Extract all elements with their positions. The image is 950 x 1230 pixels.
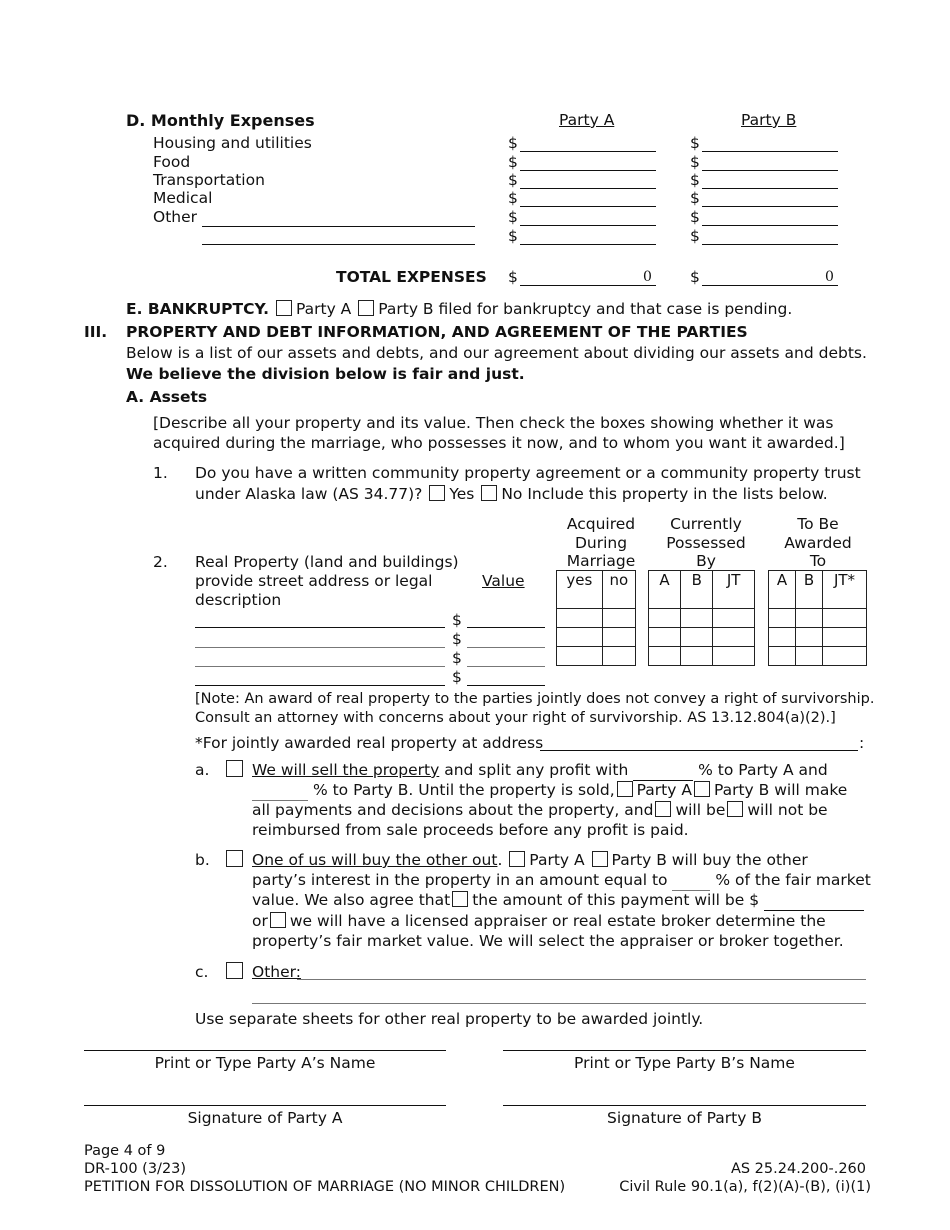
grid-cell[interactable] [796,647,823,666]
party-b-signature-field[interactable] [503,1105,866,1106]
other-expense-field-1[interactable] [202,226,475,227]
option-b-or: or [252,912,268,930]
grid-cell[interactable] [649,647,681,666]
total-expenses-label: TOTAL EXPENSES [336,268,487,286]
buyout-party-a-checkbox[interactable] [509,851,525,867]
jt-column-header: JT [713,571,755,609]
option-a-line1 [252,761,828,781]
sell-party-b-label: Party B will make [713,781,848,799]
payment-amount-checkbox[interactable] [452,891,468,907]
grid-cell[interactable] [602,609,635,628]
q1-no-label: No [501,485,523,503]
party-b-header: Party B [741,111,797,129]
party-b-other-field-2[interactable] [702,244,838,245]
party-b-medical-field[interactable] [702,206,838,207]
realprop-label-3: description [195,591,282,609]
expenses-heading: D. Monthly Expenses [126,111,315,130]
property-address-field-3[interactable] [195,666,445,667]
currency-sign: $ [508,153,518,171]
property-value-field-3[interactable] [467,666,545,667]
grid-cell[interactable] [796,609,823,628]
property-address-field-1[interactable] [195,627,445,628]
total-b-field[interactable] [702,285,838,286]
party-a-other-field-1[interactable] [520,225,656,226]
currency-sign: $ [452,611,462,629]
party-a-medical-field[interactable] [520,206,656,207]
option-a-line2-text: % to Party B. Until the property is sold, [312,781,615,799]
grid-cell[interactable] [557,628,603,647]
expense-medical-label: Medical [153,189,213,207]
bankruptcy-party-a-label: Party A [295,300,352,318]
will-be-label: will be [675,801,726,819]
currency-sign: $ [452,649,462,667]
section-title: PROPERTY AND DEBT INFORMATION, AND AGREEMENT OF THE PARTIES [126,323,748,341]
acquired-header [554,515,648,571]
possessed-header [652,515,760,571]
party-b-housing-field[interactable] [702,151,838,152]
party-b-transportation-field[interactable] [702,188,838,189]
jt-star-column-header: JT* [823,571,867,609]
q1-number: 1. [153,464,168,482]
assets-instructions-2: acquired during the marriage, who possesses it now, and to whom you want it awarded.] [153,434,845,452]
option-b-line5: property’s fair market value. We will select the appraiser or broker together. [252,932,844,950]
party-a-percent-field[interactable] [633,761,693,781]
payment-amount-field[interactable] [764,891,864,911]
grid-cell[interactable] [649,609,681,628]
section-number: III. [84,323,108,341]
expense-transportation-label: Transportation [153,171,265,189]
currency-sign: $ [508,268,518,286]
total-a-value: 0 [643,269,652,285]
q1-line2 [195,485,828,504]
separate-sheets-note: Use separate sheets for other real property to be awarded jointly. [195,1010,704,1028]
grid-cell[interactable] [823,609,867,628]
party-a-transportation-field[interactable] [520,188,656,189]
option-a-line4: reimbursed from sale proceeds before any profit is paid. [252,821,689,839]
assets-heading: A. Assets [126,388,208,406]
party-b-food-field[interactable] [702,170,838,171]
bankruptcy-line [126,300,792,319]
joint-address-colon: : [859,734,865,752]
payment-amount-label: the amount of this payment will be $ [472,891,760,909]
a-column-header: A [649,571,681,609]
grid-cell[interactable] [769,628,796,647]
option-b-line2 [252,871,871,891]
expense-housing-label: Housing and utilities [153,134,312,152]
other-label: Other: [252,963,301,981]
option-a-line1-end: % to Party A and [698,761,828,779]
party-b-name-field[interactable] [503,1050,866,1051]
currency-sign: $ [508,171,518,189]
buyout-label: One of us will buy the other out [252,851,498,869]
currency-sign: $ [690,227,700,245]
possessed-header-3: By [696,552,716,571]
option-a-line3 [252,801,828,820]
acquired-header-3: Marriage [566,552,636,571]
awarded-header [770,515,866,571]
other-expense-field-2[interactable] [202,244,475,245]
assets-instructions-1: [Describe all your property and its value. Then check the boxes showing whether it was [153,414,834,432]
print-party-b-label: Print or Type Party B’s Name [574,1054,795,1072]
a-column-header: A [769,571,796,609]
grid-cell[interactable] [769,609,796,628]
awarded-header-2: Awarded [784,533,852,552]
party-a-header: Party A [559,111,615,129]
page-number: Page 4 of 9 [84,1143,166,1159]
currency-sign: $ [452,630,462,648]
party-b-percent-field[interactable] [252,781,308,801]
fair-market-percent-field[interactable] [672,871,710,891]
sell-property-label: We will sell the property [252,761,440,779]
currency-sign: $ [508,189,518,207]
expense-other-label: Other [153,208,198,226]
q1-question: under Alaska law (AS 34.77)? [195,485,423,503]
grid-cell[interactable] [713,628,755,647]
property-address-field-4[interactable] [195,685,445,686]
grid-cell[interactable] [681,628,713,647]
option-c-checkbox[interactable] [226,962,243,979]
sell-party-a-checkbox[interactable] [617,781,633,797]
bankruptcy-label: E. BANKRUPTCY. [126,300,270,318]
option-b-line2-end: % of the fair market [715,871,871,889]
realprop-label-1: Real Property (land and buildings) [195,553,459,571]
option-a-line3-text: all payments and decisions about the property, and [252,801,654,819]
acquired-header-1: Acquired [566,515,636,533]
bankruptcy-party-b-label: Party B filed for bankruptcy and that case is pending. [378,300,793,318]
option-b-line1: One of us will buy the other out. Party A Party B will buy the other [252,851,808,869]
yes-column-header: yes [557,571,603,609]
signature-party-a-label: Signature of Party A [187,1109,343,1127]
party-a-signature-field[interactable] [84,1105,446,1106]
q1-yes-checkbox[interactable] [429,485,445,501]
signature-party-b-label: Signature of Party B [607,1109,762,1127]
buyout-party-a-label: Party A [529,851,585,869]
option-a-letter: a. [195,761,210,779]
awarded-grid [768,570,867,666]
currency-sign: $ [690,134,700,152]
grid-cell[interactable] [713,609,755,628]
currency-sign: $ [690,189,700,207]
currency-sign: $ [508,208,518,226]
grid-cell[interactable] [602,647,635,666]
q1-no-checkbox[interactable] [481,485,497,501]
option-b-line3-text: value. We also agree that [252,891,451,909]
joint-address-label: *For jointly awarded real property at address [195,734,544,752]
no-column-header: no [602,571,635,609]
note-line-2: Consult an attorney with concerns about your right of survivorship. AS 13.12.804(a)(2).] [195,710,836,726]
property-value-field-2[interactable] [467,647,545,648]
joint-address-field[interactable] [540,750,858,751]
party-a-name-field[interactable] [84,1050,446,1051]
awarded-header-1: To Be [797,515,839,533]
buyout-party-b-checkbox[interactable] [592,851,608,867]
party-a-housing-field[interactable] [520,151,656,152]
bankruptcy-party-a-checkbox[interactable] [276,300,292,316]
currency-sign: $ [452,668,462,686]
sell-party-a-label: Party A [636,781,692,799]
grid-cell[interactable] [713,647,755,666]
acquired-header-2: During [574,533,628,552]
bankruptcy-party-b-checkbox[interactable] [358,300,374,316]
q1-yes-label: Yes [449,485,475,503]
other-field-2[interactable] [252,1003,866,1004]
print-party-a-label: Print or Type Party A’s Name [154,1054,376,1072]
grid-cell[interactable] [681,609,713,628]
grid-cell[interactable] [681,647,713,666]
property-value-field-4[interactable] [467,685,545,686]
b-column-header: B [796,571,823,609]
will-be-checkbox[interactable] [655,801,671,817]
currency-sign: $ [508,227,518,245]
option-b-line3 [252,891,864,911]
buyout-party-b-label: Party B will buy the other [611,851,808,869]
form-number: DR-100 (3/23) [84,1161,187,1177]
expense-food-label: Food [153,153,191,171]
option-b-line2-text: party’s interest in the property in an amount equal to [252,871,668,889]
realprop-number: 2. [153,553,168,571]
property-address-field-2[interactable] [195,647,445,648]
section-belief: We believe the division below is fair and just. [126,365,525,383]
realprop-label-2: provide street address or legal [195,572,433,590]
grid-cell[interactable] [557,609,603,628]
grid-cell[interactable] [823,628,867,647]
grid-cell[interactable] [557,647,603,666]
form-title: PETITION FOR DISSOLUTION OF MARRIAGE (NO MINOR CHILDREN) [84,1179,566,1195]
q1-tail: Include this property in the lists below. [527,485,828,503]
option-b-letter: b. [195,851,210,869]
party-a-other-field-2[interactable] [520,244,656,245]
appraiser-label: we will have a licensed appraiser or real estate broker determine the [289,912,826,930]
total-a-field[interactable] [520,285,656,286]
currency-sign: $ [690,208,700,226]
currency-sign: $ [690,153,700,171]
value-header: Value [482,572,525,590]
option-c-letter: c. [195,963,209,981]
property-value-field-1[interactable] [467,627,545,628]
will-not-be-checkbox[interactable] [727,801,743,817]
other-field-1[interactable] [297,979,866,980]
appraiser-checkbox[interactable] [270,912,286,928]
currency-sign: $ [690,268,700,286]
grid-cell[interactable] [796,628,823,647]
party-a-food-field[interactable] [520,170,656,171]
grid-cell[interactable] [823,647,867,666]
currency-sign: $ [508,134,518,152]
possessed-grid [648,570,755,666]
possessed-header-1: Currently [670,515,742,533]
option-a-line1-text: and split any profit with [444,761,629,779]
sell-party-b-checkbox[interactable] [694,781,710,797]
option-b-checkbox[interactable] [226,850,243,867]
will-not-be-label: will not be [747,801,828,819]
grid-cell[interactable] [769,647,796,666]
note-line-1: [Note: An award of real property to the parties jointly does not convey a right of survivorship. [195,691,875,707]
awarded-header-3: To [809,552,827,571]
option-a-line2 [252,781,847,801]
section-intro: Below is a list of our assets and debts, and our agreement about dividing our assets and debts. [126,344,867,362]
option-b-line4 [252,912,826,931]
civil-rule-reference: Civil Rule 90.1(a), f(2)(A)-(B), (i)(1) [619,1179,871,1195]
acquired-grid [556,570,636,666]
grid-cell[interactable] [649,628,681,647]
party-b-other-field-1[interactable] [702,225,838,226]
option-a-checkbox[interactable] [226,760,243,777]
q1-line1: Do you have a written community property agreement or a community property trust [195,464,861,482]
grid-cell[interactable] [602,628,635,647]
currency-sign: $ [690,171,700,189]
b-column-header: B [681,571,713,609]
statute-reference: AS 25.24.200-.260 [730,1161,866,1177]
total-b-value: 0 [825,269,834,285]
possessed-header-2: Possessed [666,533,746,552]
